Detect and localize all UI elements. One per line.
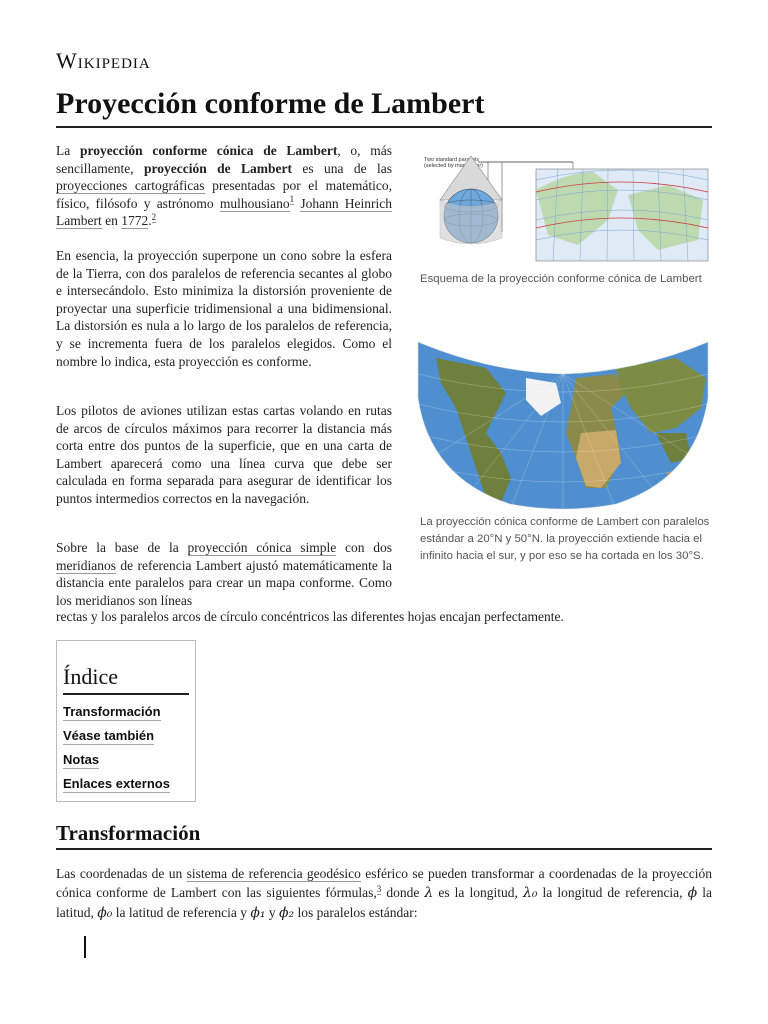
p5-text: Las coordenadas de un bbox=[56, 866, 187, 881]
link-proyeccion-conica-simple[interactable]: proyección cónica simple bbox=[187, 540, 337, 555]
footnote-2[interactable]: 2 bbox=[151, 211, 157, 222]
intro-text: es una de las bbox=[291, 160, 392, 176]
toc-item-transformacion[interactable]: Transformación bbox=[63, 704, 161, 719]
math-phi: ϕ bbox=[687, 885, 698, 901]
text-cursor bbox=[84, 936, 86, 958]
link-sistema-referencia-geodesico[interactable]: sistema de referencia geodésico bbox=[186, 866, 361, 881]
toc-item-enlaces-externos[interactable]: Enlaces externos bbox=[63, 776, 170, 791]
link-mulhousiano[interactable]: mulhousiano bbox=[219, 195, 290, 211]
math-phi2: ϕ₂ bbox=[279, 905, 295, 921]
cone-icon bbox=[440, 156, 502, 244]
page-title: Proyección conforme de Lambert bbox=[56, 84, 712, 128]
math-phi1: ϕ₁ bbox=[250, 905, 266, 921]
intro-text: en bbox=[101, 213, 122, 229]
intro-bold-term: proyección conforme cónica de Lambert bbox=[79, 143, 338, 158]
figure-label-line1: Two standard parallels bbox=[424, 157, 480, 163]
cone-projection-diagram[interactable] bbox=[418, 150, 710, 262]
figure-label-line2: (selected by mapmaker) bbox=[424, 163, 483, 169]
p5-text: donde bbox=[381, 885, 425, 900]
link-meridianos[interactable]: meridianos bbox=[56, 557, 116, 573]
link-proyecciones-cartograficas[interactable]: proyecciones cartográficas bbox=[56, 178, 205, 194]
footnote-3[interactable]: 3 bbox=[376, 883, 382, 894]
p4-text: con dos bbox=[336, 540, 392, 555]
paragraph-4 bbox=[56, 539, 392, 609]
intro-paragraph bbox=[56, 142, 392, 230]
math-lambda0: λ₀ bbox=[522, 885, 538, 901]
paragraph-3: Los pilotos de aviones utilizan estas cartas volando en rutas de arcos de círculos máximos para recorrer la distancia más corta entre dos puntos de la superficie, que en una carta de Lambert aparecerá como una línea curva que debe ser calculada en forma separada para asegurar de identificar los puntos intermedios correctos en la navegación. bbox=[56, 403, 392, 506]
p5-text: es la longitud, bbox=[433, 885, 523, 900]
section-heading-transformacion: Transformación bbox=[56, 818, 712, 850]
math-phi0: ϕ₀ bbox=[97, 905, 113, 921]
paragraph-2: En esencia, la proyección superpone un cono sobre la esfera de la Tierra, con dos paralelos de referencia secantes al globo e intersecándolo. Esto minimiza la distorsión proveniente de proyectar una superficie tridimensional a una bidimensional. La distorsión es nula a lo largo de los paralelos de referencia, y se incrementa fuera de los paralelos elegidos. Como el nombre lo indica, esta proyección es conforme. bbox=[56, 248, 392, 369]
intro-text: La bbox=[56, 143, 80, 158]
link-1772[interactable]: 1772 bbox=[121, 213, 149, 229]
footnote-1[interactable]: 1 bbox=[289, 194, 295, 205]
transformation-paragraph bbox=[56, 864, 712, 923]
p4-text: Sobre la base de la bbox=[56, 540, 188, 555]
table-of-contents bbox=[56, 640, 196, 802]
math-lambda: λ bbox=[424, 885, 434, 901]
wikipedia-logo[interactable]: Wikipedia bbox=[56, 48, 151, 73]
toc-item-notas[interactable]: Notas bbox=[63, 752, 100, 767]
projected-map bbox=[536, 169, 708, 261]
intro-text: presentadas por el matemático, físico, filósofo y astrónomo bbox=[56, 178, 392, 211]
figure-caption-2: La proyección cónica conforme de Lambert con paralelos estándar a 20°N y 50°N. la proyección extiende hacia el infinito hacia el sur, y por eso se ha cortada en los 30°S. bbox=[420, 516, 710, 562]
p5-text: la latitud, bbox=[56, 885, 712, 920]
intro-text: . bbox=[148, 213, 152, 229]
toc-title: Índice bbox=[63, 661, 189, 695]
p5-text: la longitud de referencia, bbox=[537, 885, 688, 900]
p5-text: esférico se pueden transformar a coordenadas de la proyección cónica conforme de Lambert con las siguientes fórmulas, bbox=[56, 866, 712, 900]
paragraph-4-continued: rectas y los paralelos arcos de círculo concéntricos las diferentes hojas encajan perfectamente. bbox=[56, 609, 564, 624]
link-lambert[interactable]: Johann Heinrich Lambert bbox=[56, 195, 393, 229]
p5-text: la latitud de referencia y bbox=[112, 905, 251, 920]
p5-text: y bbox=[265, 905, 279, 920]
intro-text: , o, más sencillamente, bbox=[56, 143, 392, 176]
lambert-world-map[interactable] bbox=[416, 338, 710, 510]
p5-text: los paralelos estándar: bbox=[294, 905, 418, 920]
figure-caption-1: Esquema de la proyección conforme cónica de Lambert bbox=[420, 273, 702, 285]
toc-item-vease-tambien[interactable]: Véase también bbox=[63, 728, 155, 743]
p4-text: de referencia Lambert ajustó matemáticamente la distancia ente paralelos para crear un mapa conforme. Como los meridianos son líneas bbox=[56, 557, 392, 608]
intro-bold-term: proyección de Lambert bbox=[143, 160, 292, 176]
